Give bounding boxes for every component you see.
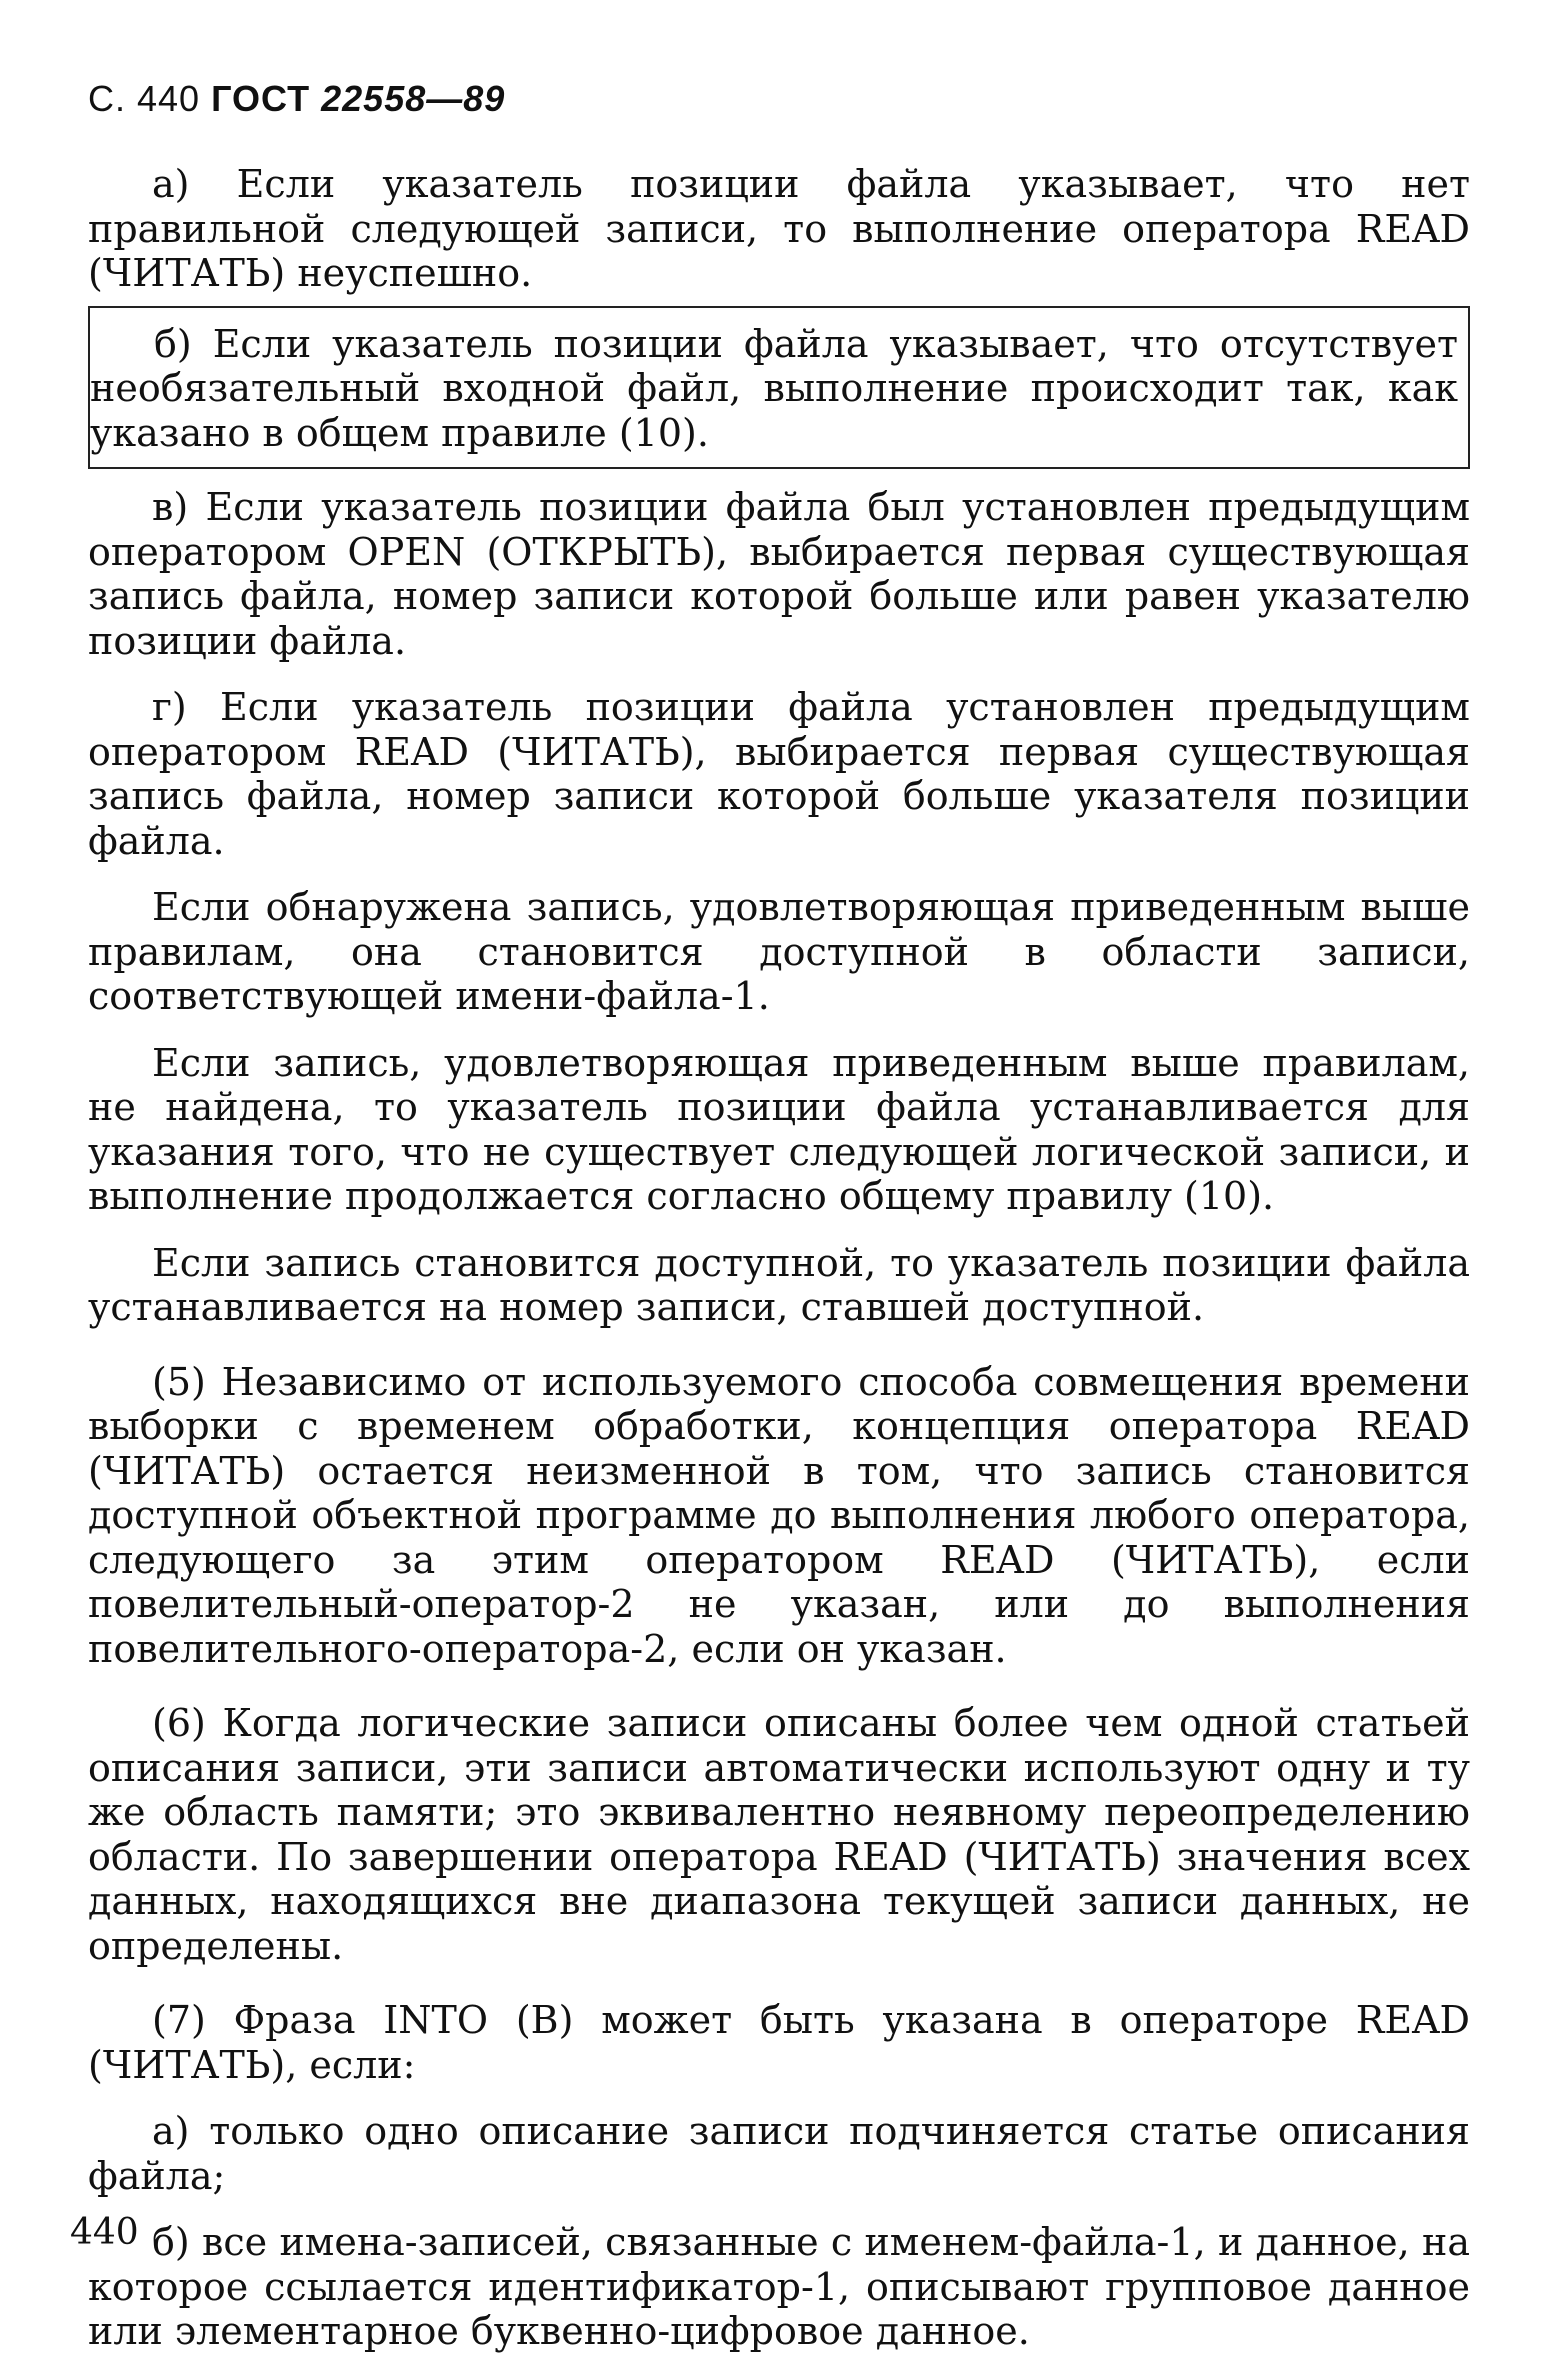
page-header [88,78,1470,122]
header-page-prefix: С. 440 [88,78,201,119]
paragraph-record-available: Если запись становится доступной, то указатель позиции файла устанавливается на номер записи, ставшей доступной. [88,1240,1470,1329]
paragraph-rule-5: (5) Независимо от используемого способа совмещения времени выборки с временем обработки, концепция оператора READ (ЧИТАТЬ) остается неизменной в том, что запись становится доступной объектной программе до выполнения любого оператора, следующего за этим оператором READ (ЧИТАТЬ), если повелительный-оператор-2 не указан, или до выполнения повелительного-оператора-2, если он указан. [88,1359,1470,1671]
header-gost-label: ГОСТ [211,78,311,119]
paragraph-b: б) Если указатель позиции файла указывает, что отсутствует необязательный входной файл, выполнение происходит так, как указано в общем правиле (10). [90,321,1458,455]
paragraph-rule-7a: а) только одно описание записи подчиняется статье описания файла; [88,2109,1470,2198]
paragraph-g: г) Если указатель позиции файла установлен предыдущим оператором READ (ЧИТАТЬ), выбирается первая существующая запись файла, номер записи которой больше указателя позиции файла. [88,685,1470,863]
paragraph-rule-7: (7) Фраза INTO (В) может быть указана в операторе READ (ЧИТАТЬ), если: [88,1998,1470,2087]
header-gost-number: 22558—89 [321,78,506,119]
paragraph-rule-7b: б) все имена-записей, связанные с именем-файла-1, и данное, на которое ссылается идентификатор-1, описывают групповое данное или элементарное буквенно-цифровое данное. [88,2220,1470,2353]
page-number: 440 [70,2212,139,2253]
document-page [88,78,1470,2354]
boxed-paragraph [88,306,1470,470]
paragraph-v: в) Если указатель позиции файла был установлен предыдущим оператором OPEN (ОТКРЫТЬ), выбирается первая существующая запись файла, номер записи которой больше или равен указателю позиции файла. [88,485,1470,663]
paragraph-record-not-found: Если запись, удовлетворяющая приведенным выше правилам, не найдена, то указатель позиции файла устанавливается для указания того, что не существует следующей логической записи, и выполнение продолжается согласно общему правилу (10). [88,1040,1470,1218]
paragraph-rule-6: (6) Когда логические записи описаны более чем одной статьей описания записи, эти записи автоматически используют одну и ту же область памяти; это эквивалентно неявному переопределению области. По завершении оператора READ (ЧИТАТЬ) значения всех данных, находящихся вне диапазона текущей записи данных, не определены. [88,1701,1470,1968]
paragraph-a: а) Если указатель позиции файла указывает, что нет правильной следующей записи, то выполнение оператора READ (ЧИТАТЬ) неуспешно. [88,162,1470,295]
paragraph-record-found: Если обнаружена запись, удовлетворяющая приведенным выше правилам, она становится доступной в области записи, соответствующей имени-файла-1. [88,885,1470,1018]
